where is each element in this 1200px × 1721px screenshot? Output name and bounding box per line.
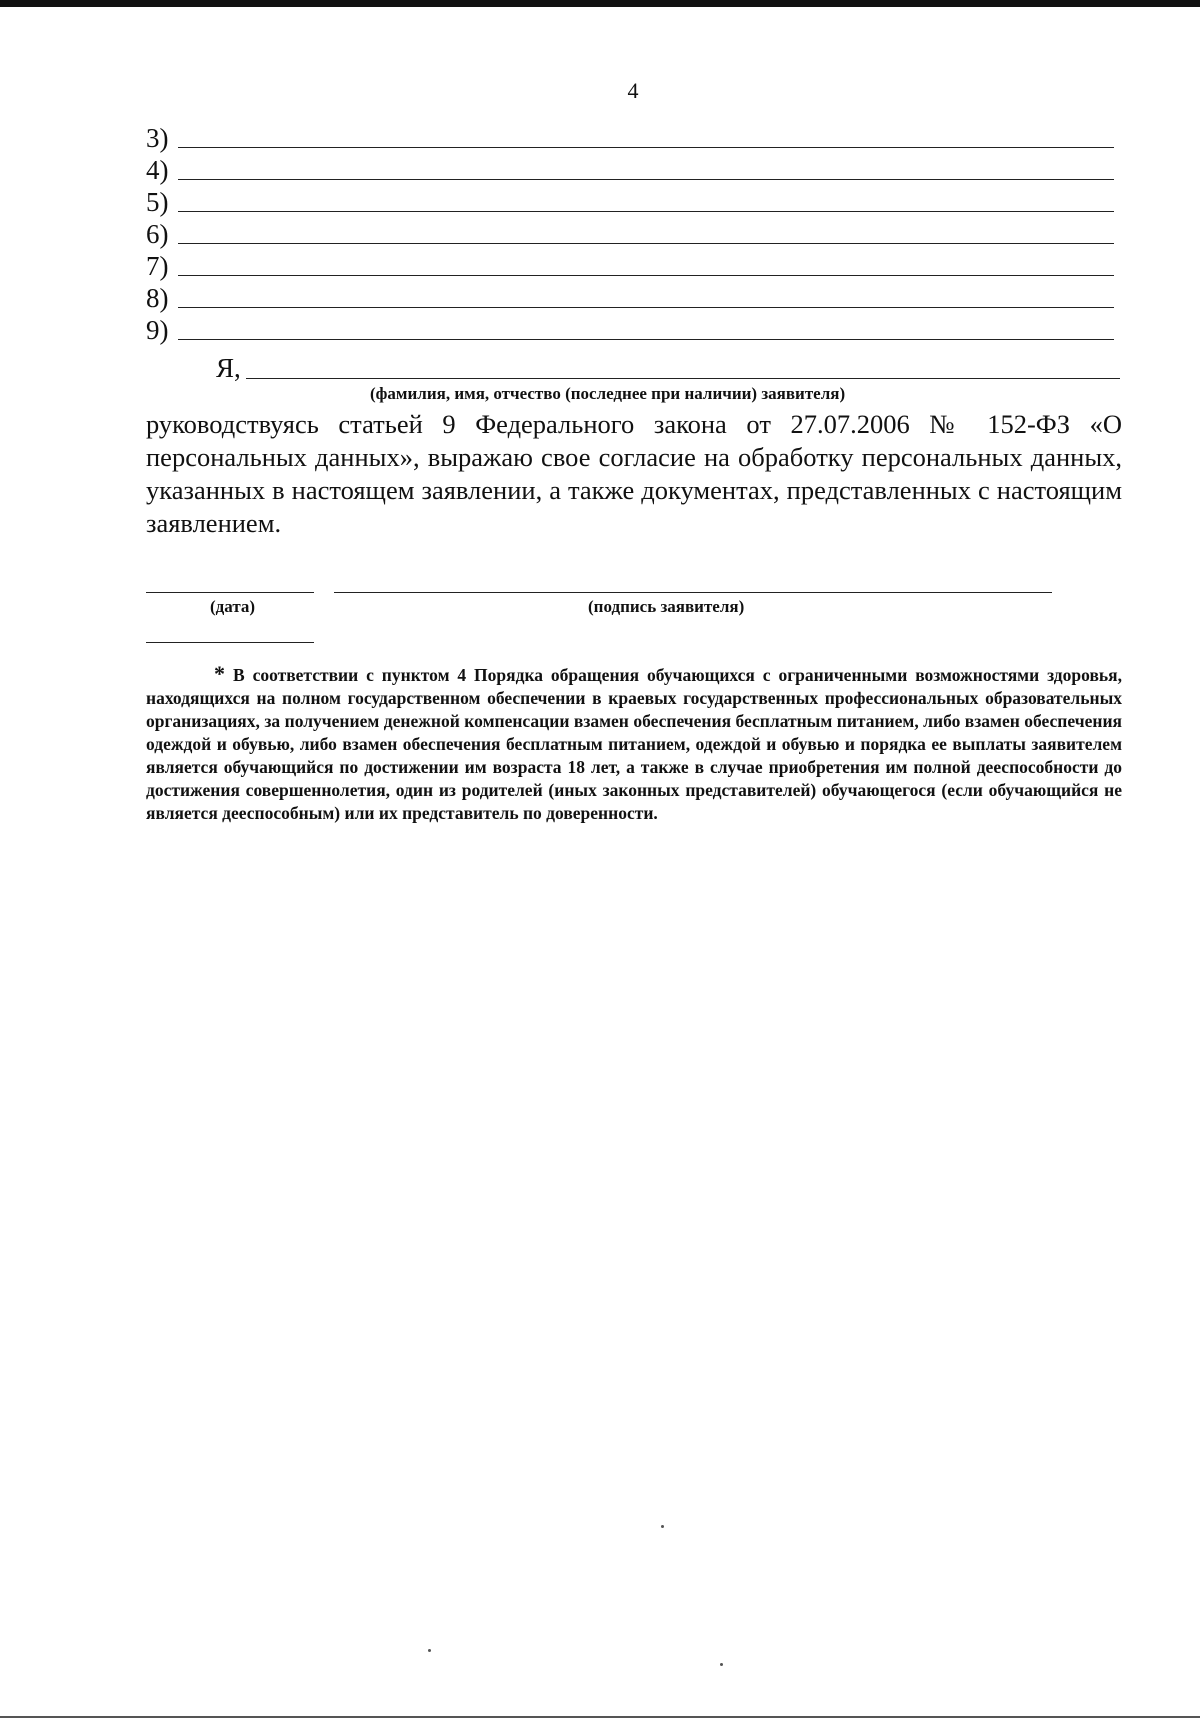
numbered-line-3 bbox=[146, 122, 1114, 154]
blank-line bbox=[178, 275, 1114, 276]
numbered-line-7 bbox=[146, 250, 1114, 282]
scan-speck bbox=[661, 1525, 664, 1528]
footnote bbox=[146, 662, 1122, 825]
numbered-line-8 bbox=[146, 282, 1114, 314]
footnote-marker: * bbox=[214, 661, 225, 686]
line-label: 3) bbox=[146, 123, 169, 153]
line-label: 8) bbox=[146, 283, 169, 313]
line-label: 4) bbox=[146, 155, 169, 185]
date-line bbox=[146, 592, 314, 593]
blank-line bbox=[178, 179, 1114, 180]
scan-top-edge bbox=[0, 0, 1200, 7]
blank-line bbox=[178, 211, 1114, 212]
signature-caption: (подпись заявителя) bbox=[588, 597, 745, 616]
line-label: 6) bbox=[146, 219, 169, 249]
scan-speck bbox=[428, 1649, 431, 1652]
scan-speck bbox=[720, 1663, 723, 1666]
applicant-name-caption: (фамилия, имя, отчество (последнее при наличии) заявителя) bbox=[370, 384, 846, 403]
blank-line bbox=[178, 147, 1114, 148]
numbered-line-9 bbox=[146, 314, 1114, 346]
blank-line bbox=[178, 243, 1114, 244]
line-label: 7) bbox=[146, 251, 169, 281]
blank-line bbox=[178, 307, 1114, 308]
footnote-text: В соответствии с пунктом 4 Порядка обращения обучающихся с ограниченными возможностями здоровья, находящихся на полном государственном обеспечении в краевых государственных профессиональных образовательных организациях, за получением денежной компенсации взамен обеспечения бесплатным питанием, либо взамен обеспечения одеждой и обувью, либо взамен обеспечения бесплатным питанием, одеждой и обувью и порядка ее выплаты заявителем является обучающийся по достижении им возраста 18 лет, а также в случае приобретения им полной дееспособности до достижения совершеннолетия, один из родителей (иных законных представителей) обучающегося (если обучающийся не является дееспособным) или их представитель по доверенности. bbox=[146, 665, 1122, 823]
page-number: 4 bbox=[627, 78, 639, 103]
consent-paragraph: руководствуясь статьей 9 Федерального закона от 27.07.2006 № 152-ФЗ «О персональных данных», выражаю свое согласие на обработку персональных данных, указанных в настоящем заявлении, а также документах, представленных с настоящим заявлением. bbox=[146, 409, 1122, 538]
numbered-line-5 bbox=[146, 186, 1114, 218]
line-label: 5) bbox=[146, 187, 169, 217]
footnote-separator bbox=[146, 642, 314, 643]
applicant-prefix: Я, bbox=[216, 353, 241, 383]
applicant-name-line bbox=[246, 378, 1120, 379]
line-label: 9) bbox=[146, 315, 169, 345]
numbered-line-6 bbox=[146, 218, 1114, 250]
blank-line bbox=[178, 339, 1114, 340]
signature-line bbox=[334, 592, 1052, 593]
scan-bottom-edge bbox=[0, 1716, 1200, 1718]
date-caption: (дата) bbox=[210, 597, 256, 616]
numbered-line-4 bbox=[146, 154, 1114, 186]
